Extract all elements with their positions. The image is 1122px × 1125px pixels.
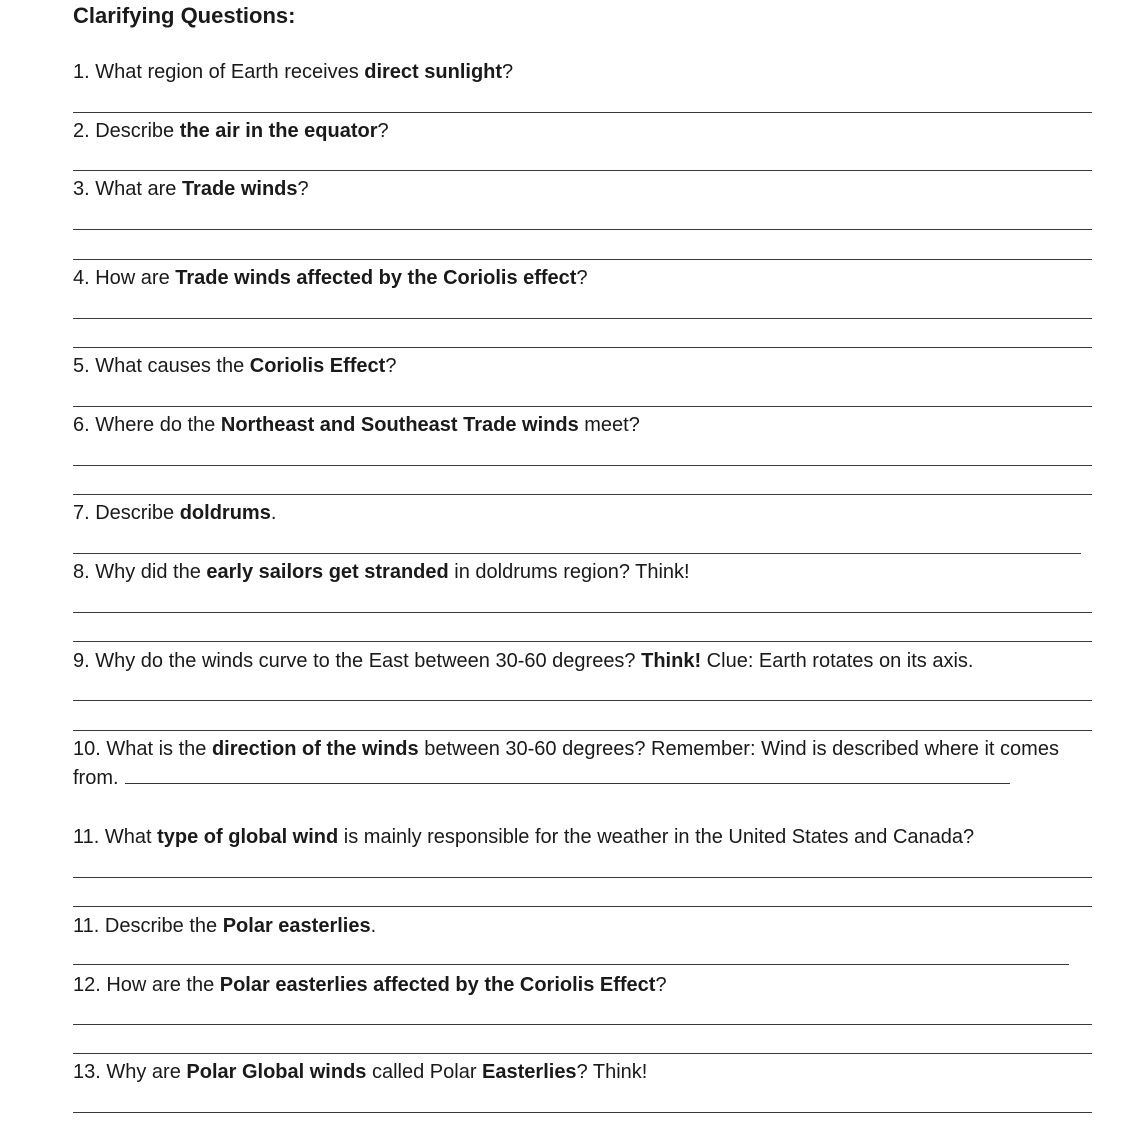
answer-line[interactable] [73, 964, 1069, 965]
answer-line[interactable] [73, 1024, 1092, 1025]
answer-line[interactable] [73, 730, 1092, 731]
question-5: 5. What causes the Coriolis Effect? [73, 355, 397, 377]
answer-line[interactable] [73, 877, 1092, 878]
answer-line[interactable] [73, 494, 1092, 495]
question-9: 9. Why do the winds curve to the East between 30-60 degrees? Think! Clue: Earth rotates on its axis. [73, 650, 974, 672]
answer-line[interactable] [73, 641, 1092, 642]
question-3: 3. What are Trade winds? [73, 178, 309, 200]
question-1: 1. What region of Earth receives direct sunlight? [73, 61, 514, 83]
answer-line[interactable] [73, 229, 1092, 230]
page-title: Clarifying Questions: [73, 3, 296, 28]
answer-line[interactable] [125, 763, 1010, 784]
question-6: 6. Where do the Northeast and Southeast Trade winds meet? [73, 414, 640, 436]
question-10: 10. What is the direction of the winds between 30-60 degrees? Remember: Wind is described where it comes from. [73, 738, 1059, 789]
question-12: 12. How are the Polar easterlies affected by the Coriolis Effect? [73, 974, 667, 996]
answer-line[interactable] [73, 700, 1092, 701]
answer-line[interactable] [73, 112, 1092, 113]
answer-line[interactable] [73, 347, 1092, 348]
answer-line[interactable] [73, 612, 1092, 613]
answer-line[interactable] [73, 406, 1092, 407]
question-11b: 11. Describe the Polar easterlies. [73, 915, 377, 937]
question-4: 4. How are Trade winds affected by the Coriolis effect? [73, 267, 588, 289]
answer-line[interactable] [73, 1053, 1092, 1054]
answer-line[interactable] [73, 465, 1092, 466]
answer-line[interactable] [73, 170, 1092, 171]
question-13: 13. Why are Polar Global winds called Polar Easterlies? Think! [73, 1061, 648, 1083]
question-7: 7. Describe doldrums. [73, 502, 277, 524]
answer-line[interactable] [73, 906, 1092, 907]
answer-line[interactable] [73, 553, 1081, 554]
question-8: 8. Why did the early sailors get stranded in doldrums region? Think! [73, 561, 690, 583]
answer-line[interactable] [73, 318, 1092, 319]
answer-line[interactable] [73, 1112, 1092, 1113]
answer-line[interactable] [73, 259, 1092, 260]
question-2: 2. Describe the air in the equator? [73, 120, 389, 142]
question-11: 11. What type of global wind is mainly responsible for the weather in the United States and Canada? [73, 826, 975, 848]
